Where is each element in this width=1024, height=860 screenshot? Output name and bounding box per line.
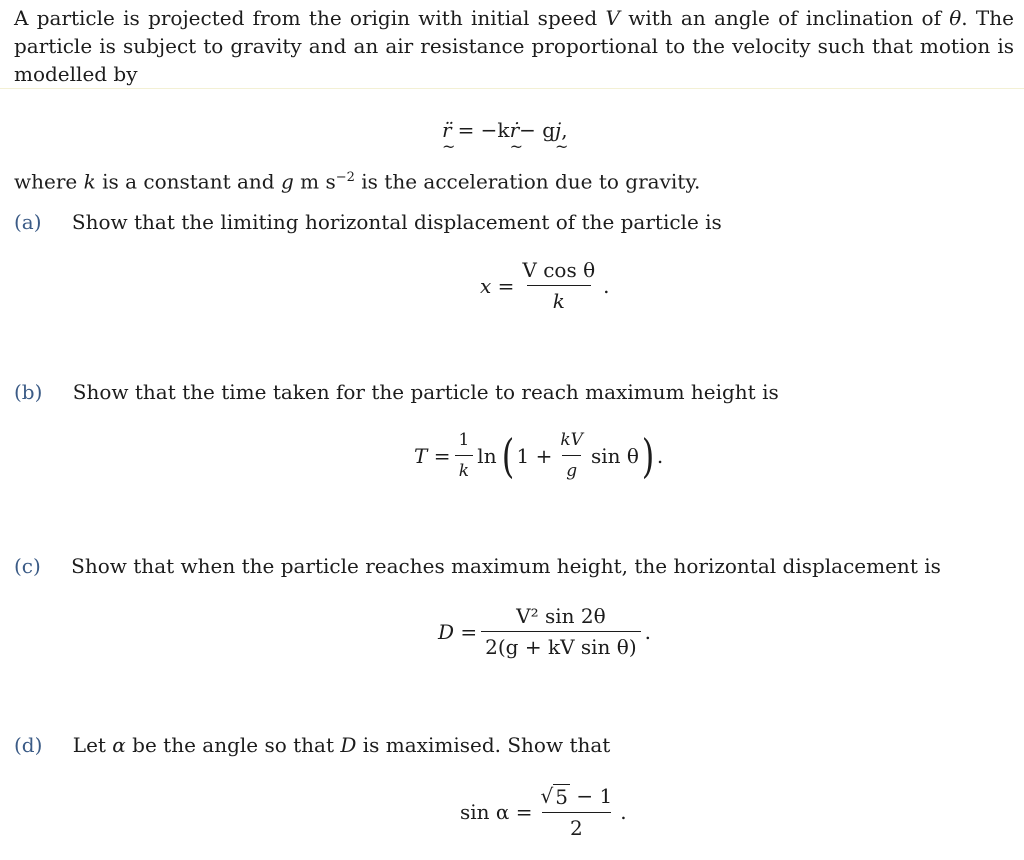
eq-equals-minus-k: = −k xyxy=(457,118,510,142)
part-a-numerator: V cos θ xyxy=(522,258,596,282)
intro-text: with an angle of inclination of xyxy=(619,6,950,30)
part-c-fraction xyxy=(481,604,640,659)
part-b-text: Show that the time taken for the particle to reach maximum height is xyxy=(72,380,779,404)
where-text: is a constant and xyxy=(95,169,281,194)
where-text: where xyxy=(14,169,84,194)
where-line xyxy=(14,164,700,196)
part-b-period: . xyxy=(656,443,664,468)
part-a-label: (a) xyxy=(14,210,42,234)
eq-comma: , xyxy=(561,118,568,142)
part-c-text: Show that when the particle reaches maximum height, the horizontal displacement is xyxy=(71,554,941,578)
left-paren: ( xyxy=(501,428,514,483)
part-b-lhs: T = xyxy=(414,443,451,468)
part-c-period: . xyxy=(644,619,651,644)
part-a xyxy=(14,208,722,236)
right-paren: ) xyxy=(641,428,655,483)
units-exponent: −2 xyxy=(335,170,355,185)
part-b-frac1-den: k xyxy=(455,455,473,483)
d-symbol: D xyxy=(340,733,357,757)
g-symbol: g xyxy=(280,169,294,194)
part-a-equation xyxy=(480,258,609,313)
part-d-text: be the angle so that xyxy=(125,733,341,757)
part-a-denominator: k xyxy=(527,285,591,313)
where-text: is the acceleration due to gravity. xyxy=(354,169,701,194)
eq-r-double-dot: r̈ ~ xyxy=(442,118,452,142)
alpha-symbol: α xyxy=(112,733,126,757)
eq-j-vector: j ~ xyxy=(555,118,561,142)
part-c-numerator: V² sin 2θ xyxy=(516,604,606,628)
part-d-denominator: 2 xyxy=(542,812,611,840)
part-b xyxy=(14,378,779,406)
part-b-fraction-1 xyxy=(454,428,473,483)
intro-text: A particle is projected from the origin with initial speed xyxy=(14,6,606,30)
part-b-frac2-num: kV xyxy=(560,430,583,450)
k-symbol: k xyxy=(83,169,96,194)
part-b-label: (b) xyxy=(14,380,43,404)
part-c xyxy=(14,552,941,580)
divider xyxy=(0,88,1024,89)
part-a-text: Show that the limiting horizontal displacement of the particle is xyxy=(71,210,722,234)
part-b-one-plus: 1 + xyxy=(516,443,553,468)
part-b-frac2-den: g xyxy=(562,455,581,483)
part-b-equation xyxy=(414,428,663,483)
part-a-period: . xyxy=(603,273,610,298)
sqrt-radicand: 5 xyxy=(555,785,569,809)
sqrt: √ 5 xyxy=(540,784,569,809)
intro-v-symbol: V xyxy=(605,6,620,30)
part-d-period: . xyxy=(620,800,627,824)
part-d-equation xyxy=(460,784,627,840)
part-d-numerator xyxy=(537,784,617,812)
part-c-denominator: 2(g + kV sin θ) xyxy=(481,631,640,659)
eq-r-dot: ṙ ~ xyxy=(510,118,520,142)
part-d-text: Let xyxy=(72,733,113,757)
part-d xyxy=(14,731,610,759)
units: m s xyxy=(293,169,336,194)
part-d-label: (d) xyxy=(14,733,43,757)
question-intro xyxy=(14,4,1014,88)
intro-text: . The particle is subject to gravity and an air resistance proportional to the velocity such that motion is modelled by xyxy=(14,6,1014,86)
part-a-fraction xyxy=(518,258,599,313)
part-b-frac1-num: 1 xyxy=(458,430,470,450)
part-c-lhs: D = xyxy=(438,619,478,644)
part-d-fraction xyxy=(537,784,617,840)
part-d-lhs: sin α = xyxy=(460,800,533,824)
part-b-sin-theta: sin θ xyxy=(590,443,639,468)
equation-of-motion xyxy=(442,118,568,142)
part-a-lhs: x = xyxy=(480,273,515,298)
part-d-text: is maximised. Show that xyxy=(356,733,611,757)
part-d-minus-one: − 1 xyxy=(570,784,613,808)
intro-theta-symbol: θ xyxy=(949,6,962,30)
part-c-equation xyxy=(438,604,651,659)
part-b-ln: ln xyxy=(477,443,497,468)
part-c-label: (c) xyxy=(14,554,41,578)
eq-minus-g: − g xyxy=(519,118,556,142)
part-b-fraction-2 xyxy=(556,428,587,483)
